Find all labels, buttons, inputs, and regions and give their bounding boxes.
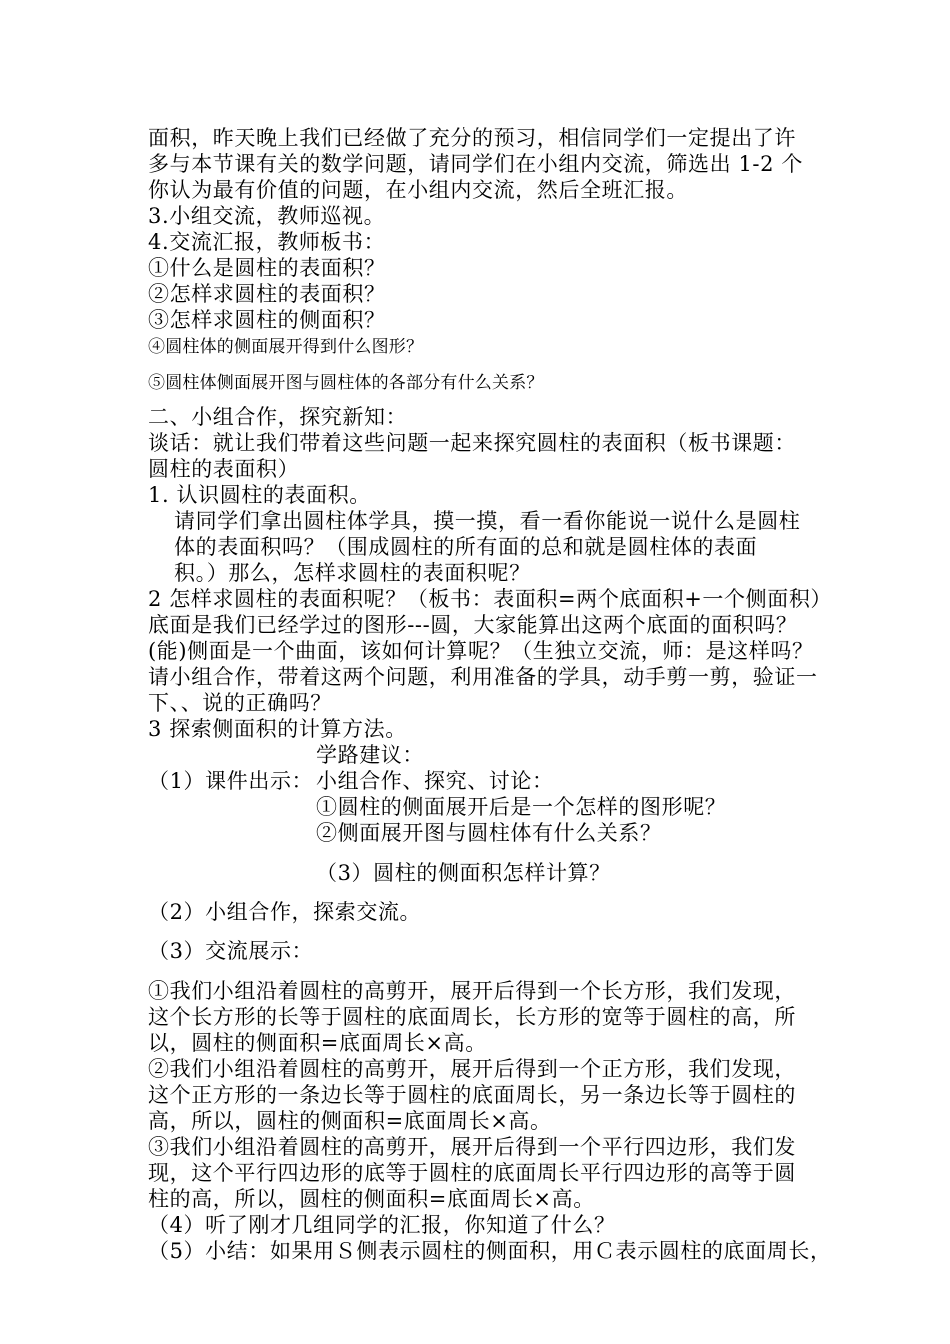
sub-question-1: ①圆柱的侧面展开后是一个怎样的图形呢？ — [316, 795, 727, 819]
step-4b: （4）听了刚才几组同学的汇报，你知道了什么？ — [148, 1213, 616, 1237]
part-2-line-2: 底面是我们已经学过的图形---圆，大家能算出这两个底面的面积吗？ — [148, 613, 798, 637]
sub-question-3: （3）圆柱的侧面积怎样计算？ — [316, 861, 611, 885]
part-2-line-1: 2 怎样求圆柱的表面积呢？（板书：表面积=两个底面积+一个侧面积） — [148, 587, 833, 611]
part-3-title: 3 探索侧面积的计算方法。 — [148, 717, 407, 741]
part-1-line-2: 体的表面积吗？（围成圆柱的所有面的总和就是圆柱体的表面 — [174, 535, 758, 559]
report-line-2: 这个长方形的长等于圆柱的底面周长，长方形的宽等于圆柱的高，所 — [148, 1005, 796, 1029]
part-1-line-1: 请同学们拿出圆柱体学具，摸一摸，看一看你能说一说什么是圆柱 — [174, 509, 801, 533]
report-line-8: 现，这个平行四边形的底等于圆柱的底面周长平行四边形的高等于圆 — [148, 1161, 796, 1185]
step-3: 3.小组交流，教师巡视。 — [148, 204, 386, 228]
part-1-line-3: 积。）那么，怎样求圆柱的表面积呢？ — [174, 561, 531, 585]
courseware-label: （1）课件出示： — [148, 769, 314, 793]
part-2-line-3: (能)侧面是一个曲面，该如何计算呢？（生独立交流，师：是这样吗？ — [148, 639, 814, 663]
question-4: ④圆柱体的侧面展开得到什么图形？ — [148, 337, 424, 357]
step-4: 4.交流汇报，教师板书： — [148, 230, 386, 254]
question-1: ①什么是圆柱的表面积？ — [148, 256, 386, 280]
intro-line-2: 多与本节课有关的数学问题，请同学们在小组内交流，筛选出 1-2 个 — [148, 152, 803, 176]
intro-line-1: 面积，昨天晚上我们已经做了充分的预习，相信同学们一定提出了许 — [148, 126, 796, 150]
report-line-4: ②我们小组沿着圆柱的高剪开，展开后得到一个正方形，我们发现， — [148, 1057, 796, 1081]
courseware-text: 小组合作、探究、讨论： — [316, 769, 554, 793]
suggestion-title: 学路建议： — [316, 743, 424, 767]
step-cooperate: （2）小组合作，探索交流。 — [148, 900, 422, 924]
question-3: ③怎样求圆柱的侧面积？ — [148, 308, 386, 332]
report-line-5: 这个正方形的一条边长等于圆柱的底面周长，另一条边长等于圆柱的 — [148, 1083, 796, 1107]
question-5: ⑤圆柱体侧面展开图与圆柱体的各部分有什么关系？ — [148, 373, 544, 393]
talk-line-2: 圆柱的表面积） — [148, 457, 300, 481]
intro-line-3: 你认为最有价值的问题，在小组内交流，然后全班汇报。 — [148, 178, 688, 202]
report-line-3: 以，圆柱的侧面积=底面周长×高。 — [148, 1031, 487, 1055]
part-1-title: 1. 认识圆柱的表面积。 — [148, 483, 371, 507]
part-2-line-4: 请小组合作，带着这两个问题，利用准备的学具，动手剪一剪，验证一 — [148, 665, 818, 689]
section-2-heading: 二、小组合作，探究新知： — [148, 405, 408, 429]
part-2-line-5: 下、、说的正确吗？ — [148, 691, 332, 715]
talk-line-1: 谈话：就让我们带着这些问题一起来探究圆柱的表面积（板书课题： — [148, 431, 796, 455]
question-2: ②怎样求圆柱的表面积？ — [148, 282, 386, 306]
step-5-summary: （5）小结：如果用Ｓ侧表示圆柱的侧面积，用Ｃ表示圆柱的底面周长， — [148, 1239, 832, 1263]
step-show: （3）交流展示： — [148, 939, 314, 963]
sub-question-2: ②侧面展开图与圆柱体有什么关系？ — [316, 821, 662, 845]
report-line-1: ①我们小组沿着圆柱的高剪开，展开后得到一个长方形，我们发现， — [148, 979, 796, 1003]
report-line-6: 高，所以，圆柱的侧面积=底面周长×高。 — [148, 1109, 552, 1133]
report-line-7: ③我们小组沿着圆柱的高剪开，展开后得到一个平行四边形，我们发 — [148, 1135, 796, 1159]
report-line-9: 柱的高，所以，圆柱的侧面积=底面周长×高。 — [148, 1187, 595, 1211]
